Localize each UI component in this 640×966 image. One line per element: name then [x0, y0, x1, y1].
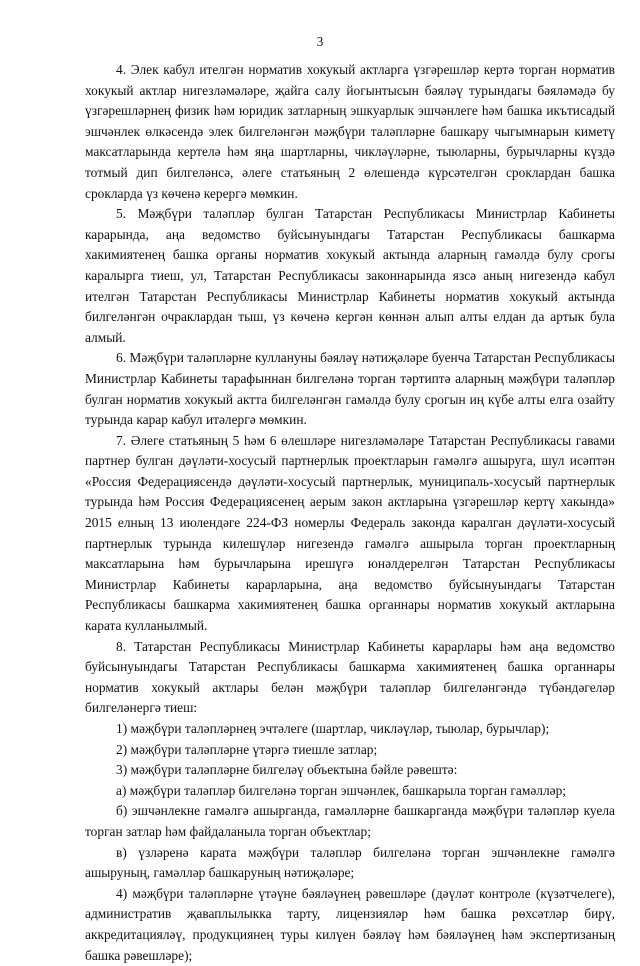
paragraph-4: 4. Элек кабул ителгән норматив хокукый актларга үзгәрешләр кертә торган норматив хокукый актлар нигезләмәләре, җайга салу йогынтысын бәяләү турындагы бәяләмәдә бу үзгәрешләрнең физик һәм юридик затларның эшкуарлык эшчәнлеге һәм башка икътисадый эшчәнлек өлкәсендә элек билгеләнгән мәҗбүри таләпләрне башкару чыгымнарын киметү максатларында кертелә һәм яңа шартларны, чикләүләрне, тыюларны, бурычларны күздә тотмый дип билгеләнсә, әлеге статьяның 2 өлешендә күрсәтелгән срoклардан башка срокларда үз көченә керергә мөмкин.	[85, 62, 615, 201]
sub-item-a: а) мәҗбүри таләпләр билгеләнә торган эшчәнлек, башкарыла торган гамәлләр;	[116, 782, 566, 798]
paragraph-6: 6. Мәҗбүри таләпләрне куллануны бәяләү нәтиҗәләре буенча Татарстан Республикасы Министрлар Кабинеты тарафыннан билгеләнә торган тәртиптә аларның мәҗбүри таләпләр булган норматив хокукый актта билгеләнгән гамәлдә булу срогын иң күбе алты елга озайту турында карар кабул итәлергә мөмкин.	[85, 350, 615, 428]
paragraph-7: 7. Әлеге статьяның 5 һәм 6 өлешләре нигезләмәләре Татарстан Республикасы гавами партнер булган дәүләти-хосусый партнерлык проектларын гамәлгә ашыруга, шул исәптән «Россия Федерациясендә дәүләти-хосусый партнерлык, муниципаль-хосусый партнерлык турында һәм Россия Федерациясенең аерым закон актларына үзгәрешләр кертү хакында» 2015 елның 13 июлендәге 224-ФЗ номерлы Федераль законда каралган дәүләти-хосусый партнерлык турында килешүләр нигезендә гамәлгә ашырыла торган проектларның максатларына һәм бурычларына ирешүгә юнәлдерелгән Татарстан Республикасы Министрлар Кабинеты карарларына, аңа ведомство буйсынуындагы Татарстан Республикасы башкарма хакимиятенең башка органнары норматив хокукый актларына карата кулланылмый.	[85, 432, 615, 634]
paragraph-8: 8. Татарстан Республикасы Министрлар Кабинеты карарлары һәм аңа ведомство буйсынуындагы Татарстан Республикасы башкарма хакимиятенең башка органнары норматив хокукый актлары белән мәҗбүри таләпләр билгеләнгәндә түбәндәгеләр билгеләнергә тиеш:	[85, 638, 615, 716]
paragraph-5: 5. Мәҗбүри таләпләр булган Татарстан Республикасы Министрлар Кабинеты карарында, аңа ведомство буйсынуындагы Татарстан Республикасы башкарма хакимиятенең башка органы норматив хокукый актында аларның гамәлдә булу срогы каралырга тиеш, ул, Татарстан Республикасы законнарында язсә аның нигезендә кабул ителгән Татарстан Республикасы Министрлар Кабинеты норматив хокукый актында билгеләнгән очраклардан тыш, үз көченә кергән көннән алып алты елдан да артык була алмый.	[85, 206, 615, 345]
sub-item-v: в) үзләренә карата мәҗбүри таләпләр билгеләнә торган эшчәнлекне гамәлгә ашыруның, гамәлләр башкаруның нәтиҗәләре;	[85, 844, 615, 881]
document-body	[85, 60, 615, 966]
page-number: 3	[316, 34, 324, 49]
list-item-3: 3) мәҗбүри таләпләрне билгеләү объектына бәйле рәвештә:	[116, 762, 458, 778]
list-item-2: 2) мәҗбүри таләпләрне үтәргә тиешле затлар;	[116, 741, 378, 757]
sub-item-b: б) эшчәнлекне гамәлгә ашырганда, гамәлләрне башкарганда мәҗбүри таләпләр куела торган затлар һәм файдаланыла торган объектлар;	[85, 803, 615, 839]
list-item-1: 1) мәҗбүри таләпләрнең эчтәлеге (шартлар, чикләүләр, тыюлар, бурычлар);	[116, 721, 550, 736]
list-item-4: 4) мәҗбүри таләпләрне үтәүне бәяләүнең рәвешләре (дәүләт контроле (күзәтчелеге), административ җаваплылыкка тарту, лицензияләр һәм башка рөхсәтләр бирү, аккредитацияләү, продукциянең туры килүен бәяләү һәм бәяләүнең һәм экспертизаның башка рәвешләре);	[85, 885, 615, 963]
